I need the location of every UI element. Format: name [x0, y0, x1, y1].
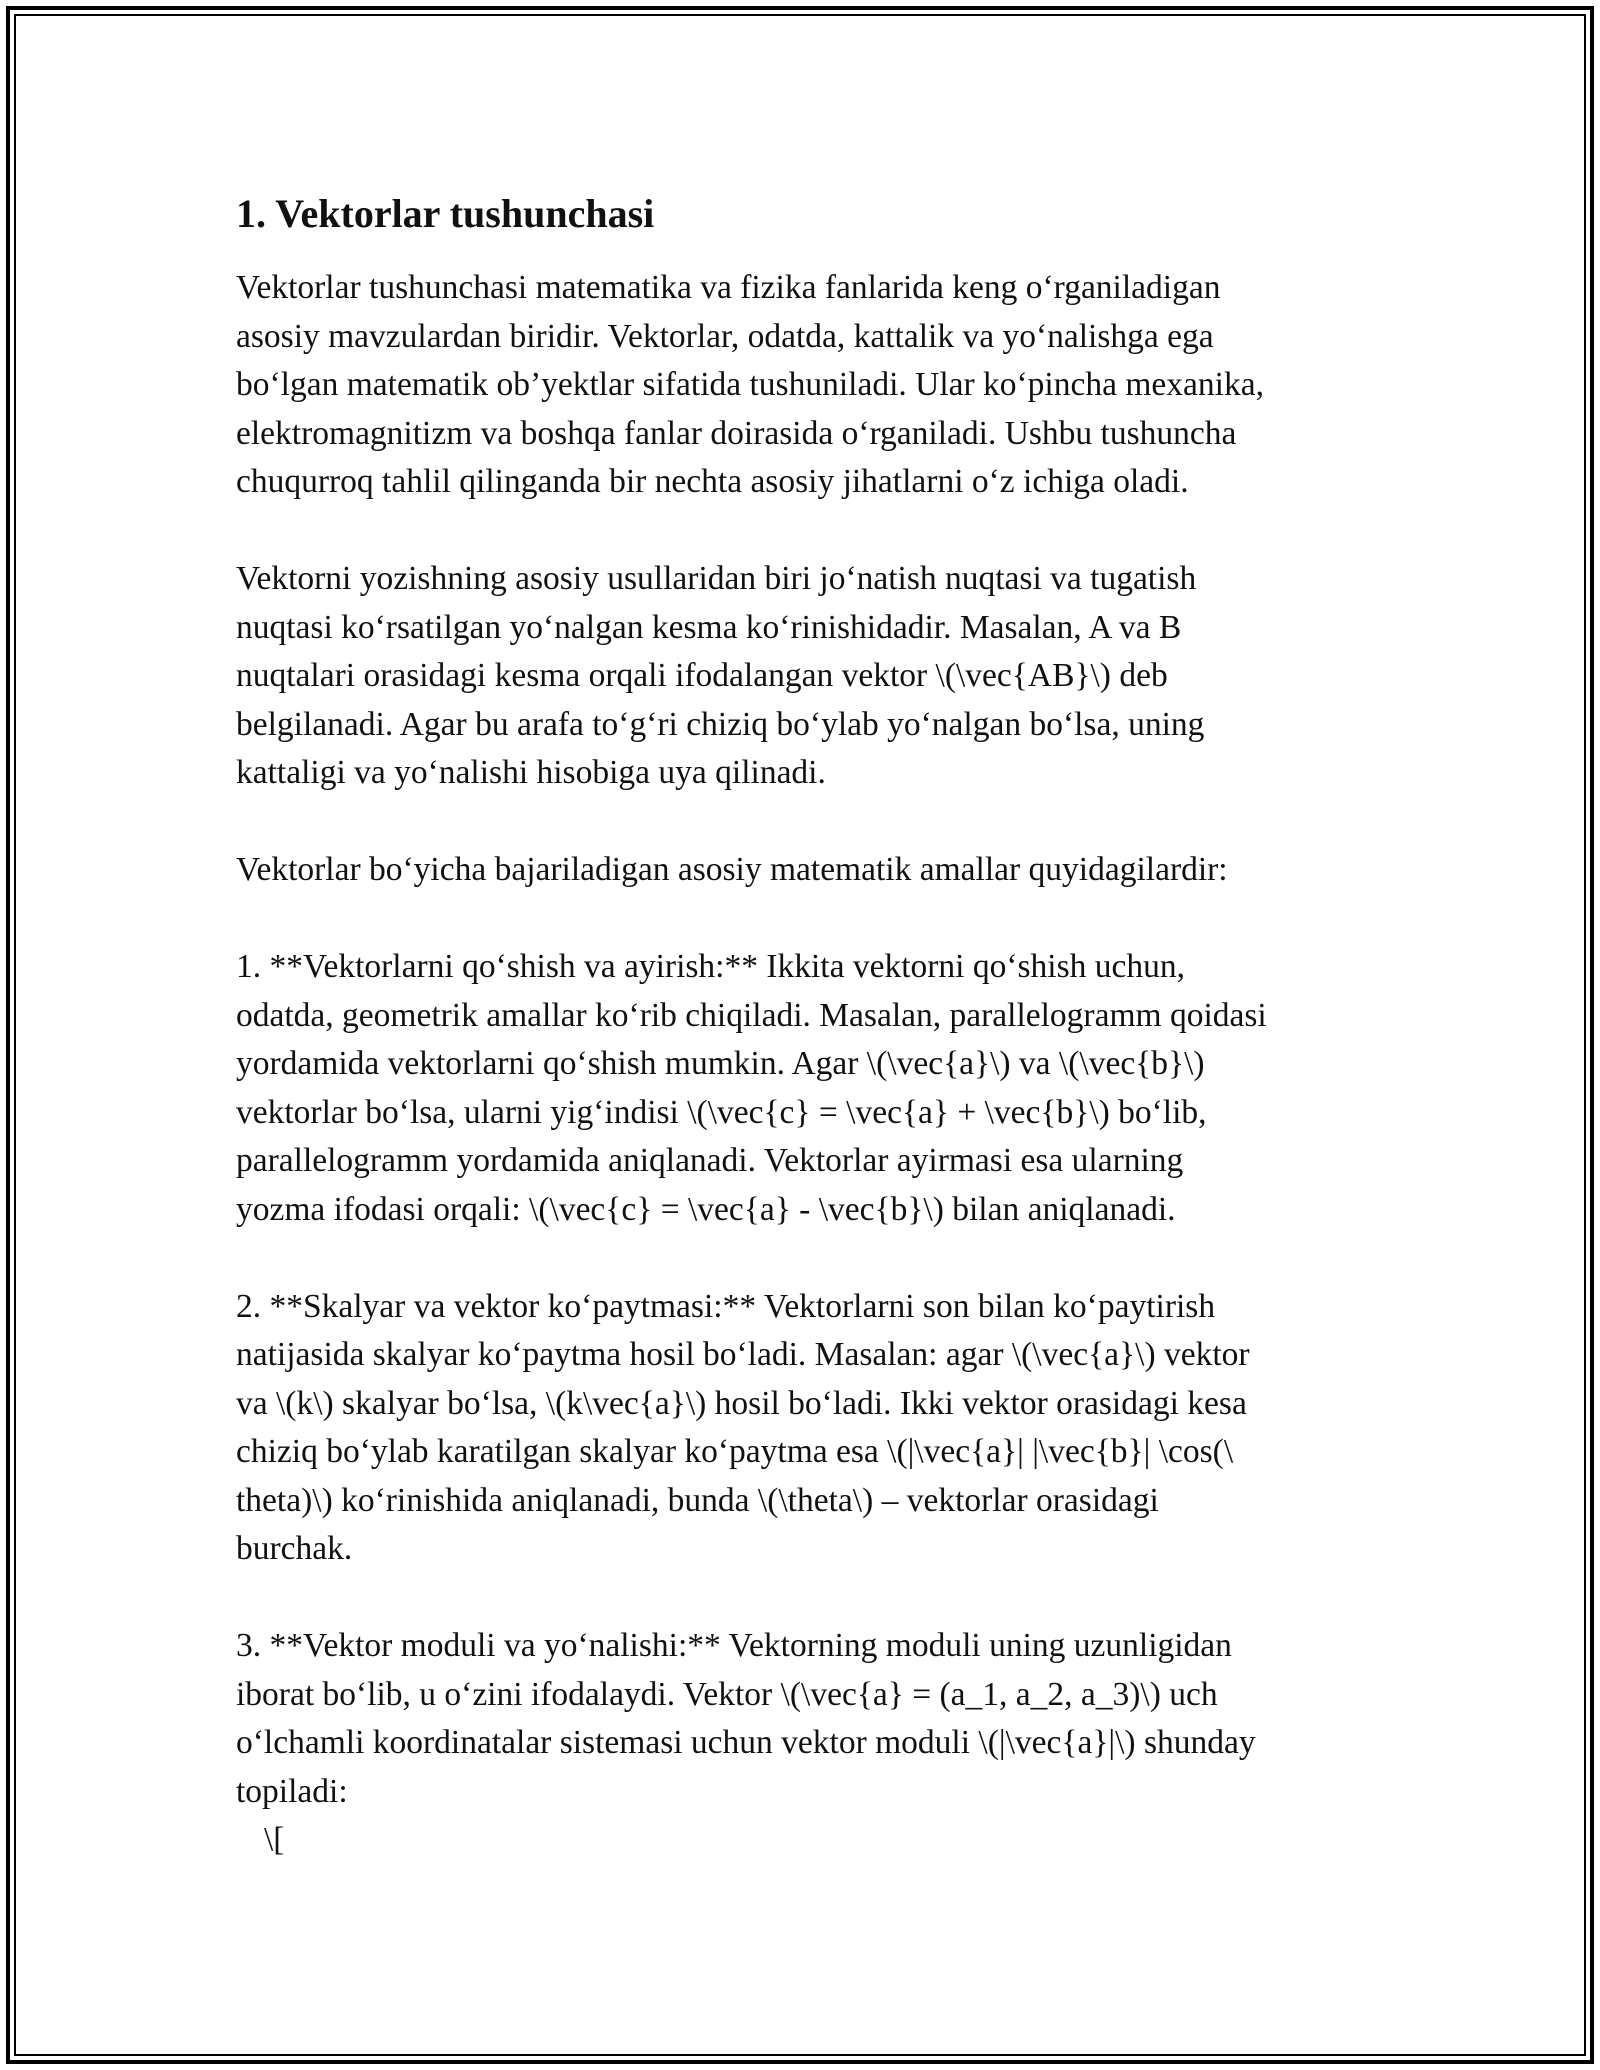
text-line: natijasida skalyar ko‘paytma hosil bo‘ladi. Masalan: agar \(\vec{a}\) vektor — [236, 1336, 1250, 1373]
text-line: Vektorlar bo‘yicha bajariladigan asosiy matematik amallar quyidagilardir: — [236, 851, 1228, 888]
text-line: belgilanadi. Agar bu arafa to‘g‘ri chiziq bo‘ylab yo‘nalgan bo‘lsa, uning — [236, 705, 1205, 743]
text-line: yozma ifodasi orqali: \(\vec{c} = \vec{a} - \vec{b}\) bilan aniqlanadi. — [236, 1190, 1176, 1228]
paragraph-operations-intro — [236, 846, 1376, 895]
list-item-addition — [236, 943, 1376, 1234]
text-line: 1. **Vektorlarni qo‘shish va ayirish:** Ikkita vektorni qo‘shish uchun, — [236, 948, 1186, 985]
text-line: nuqtasi ko‘rsatilgan yo‘nalgan kesma ko‘rinishidadir. Masalan, A va B — [236, 608, 1182, 646]
document-body — [236, 186, 1376, 1913]
text-line: Vektorni yozishning asosiy usullaridan biri jo‘natish nuqtasi va tugatish — [236, 560, 1197, 597]
text-line: elektromagnitizm va boshqa fanlar doirasida o‘rganiladi. Ushbu tushuncha — [236, 414, 1237, 452]
text-line: chuqurroq tahlil qilinganda bir nechta asosiy jihatlarni o‘z ichiga oladi. — [236, 463, 1189, 500]
text-line: topiladi: — [236, 1772, 348, 1810]
text-line: burchak. — [236, 1530, 353, 1567]
text-line: vektorlar bo‘lsa, ularni yig‘indisi \(\vec{c} = \vec{a} + \vec{b}\) bo‘lib, — [236, 1093, 1207, 1131]
paragraph-intro — [236, 264, 1376, 507]
section-heading: 1. Vektorlar tushunchasi — [236, 191, 655, 236]
text-line: bo‘lgan matematik ob’yektlar sifatida tushuniladi. Ular ko‘pincha mexanika, — [236, 366, 1264, 403]
list-item-scalar-product — [236, 1283, 1376, 1574]
text-line: va \(k\) skalyar bo‘lsa, \(k\vec{a}\) hosil bo‘ladi. Ikki vektor orasidagi kesa — [236, 1384, 1247, 1422]
text-line: parallelogramm yordamida aniqlanadi. Vektorlar ayirmasi esa ularning — [236, 1142, 1184, 1179]
text-line: kattaligi va yo‘nalishi hisobiga uya qilinadi. — [236, 754, 826, 791]
text-line: theta)\) ko‘rinishida aniqlanadi, bunda \(\theta\) – vektorlar orasidagi — [236, 1481, 1159, 1519]
text-line: odatda, geometrik amallar ko‘rib chiqiladi. Masalan, parallelogramm qoidasi — [236, 996, 1267, 1034]
text-line: chiziq bo‘ylab karatilgan skalyar ko‘paytma esa \(|\vec{a}| |\vec{b}| \cos(\ — [236, 1433, 1234, 1470]
paragraph-notation — [236, 555, 1376, 798]
text-line: yordamida vektorlarni qo‘shish mumkin. Agar \(\vec{a}\) va \(\vec{b}\) — [236, 1045, 1205, 1082]
text-line: asosiy mavzulardan biridir. Vektorlar, odatda, kattalik va yo‘nalishga ega — [236, 317, 1214, 355]
list-item-modulus — [236, 1622, 1376, 1865]
text-line: Vektorlar tushunchasi matematika va fizika fanlarida keng o‘rganiladigan — [236, 269, 1221, 306]
text-line: o‘lchamli koordinatalar sistemasi uchun vektor moduli \(|\vec{a}|\) shunday — [236, 1724, 1256, 1761]
text-line: 3. **Vektor moduli va yo‘nalishi:** Vektorning moduli uning uzunligidan — [236, 1627, 1232, 1664]
text-line: 2. **Skalyar va vektor ko‘paytmasi:** Vektorlarni son bilan ko‘paytirish — [236, 1287, 1216, 1325]
text-line: iborat bo‘lib, u o‘zini ifodalaydi. Vektor \(\vec{a} = (a_1, a_2, a_3)\) uch — [236, 1675, 1218, 1713]
text-line: nuqtalari orasidagi kesma orqali ifodalangan vektor \(\vec{AB}\) deb — [236, 657, 1168, 694]
formula-start: \[ — [264, 1821, 285, 1858]
